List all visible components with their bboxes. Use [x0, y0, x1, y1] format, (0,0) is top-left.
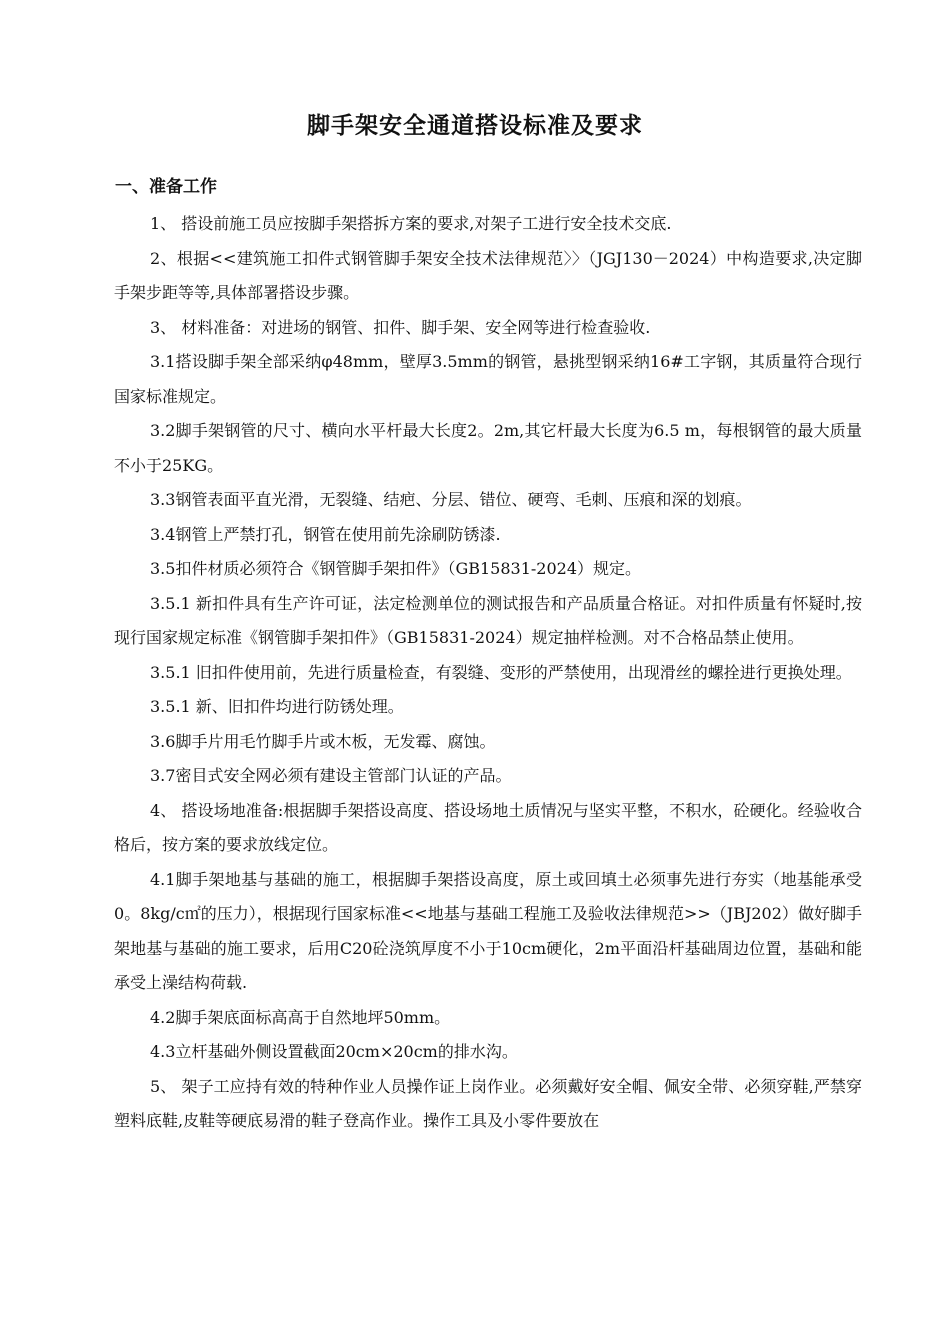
paragraph: 3、 材料准备：对进场的钢管、扣件、脚手架、安全网等进行检查验收.: [150, 317, 651, 337]
paragraph: 1、 搭设前施工员应按脚手架搭拆方案的要求,对架子工进行安全技术交底.: [150, 214, 672, 233]
paragraph: 3.6脚手片用毛竹脚手片或木板，无发霉、腐蚀。: [150, 731, 496, 751]
paragraph: 3.4钢管上严禁打孔，钢管在使用前先涂刷防锈漆.: [150, 524, 501, 544]
paragraph: 4.2脚手架底面标高高于自然地坪50mm。: [150, 1007, 451, 1027]
paragraph: 4.3立杆基础外侧设置截面20cm×20cm的排水沟。: [150, 1042, 518, 1061]
paragraph: 3.5.1 旧扣件使用前，先进行质量检查，有裂缝、变形的严禁使用，出现滑丝的螺拴进行更换处理。: [150, 662, 852, 682]
paragraph: 3.1搭设脚手架全部采纳φ48mm，壁厚3.5mm的钢管，悬挑型钢采纳16#工字钢，其质量符合现行国家标准规定。: [114, 352, 862, 406]
paragraph: 3.7密目式安全网必须有建设主管部门认证的产品。: [150, 766, 512, 785]
paragraph: 3.5.1 新、旧扣件均进行防锈处理。: [150, 697, 404, 716]
document-body: [114, 207, 862, 1139]
paragraph: 3.5.1 新扣件具有生产许可证，法定检测单位的测试报告和产品质量合格证。对扣件质量有怀疑时,按现行国家规定标准《钢管脚手架扣件》（GB15831-2024）规定抽样检测。对不合格品禁止使用。: [114, 593, 862, 647]
paragraph: 4.1脚手架地基与基础的施工，根据脚手架搭设高度，原土或回填土必须事先进行夯实（地基能承受0。8kg/c㎡的压力），根据现行国家标准<<地基与基础工程施工及验收法律规范>>（JBJ202）做好脚手架地基与基础的施工要求，后用C20砼浇筑厚度不小于10cm硬化，2m平面沿杆基础周边位置，基础和能承受上澡结构荷载.: [114, 869, 862, 992]
paragraph: 3.5扣件材质必须符合《钢管脚手架扣件》（GB15831-2024）规定。: [150, 559, 642, 578]
paragraph: 5、 架子工应持有效的特种作业人员操作证上岗作业。必须戴好安全帽、佩安全带、必须穿鞋,严禁穿塑料底鞋,皮鞋等硬底易滑的鞋子登高作业。操作工具及小零件要放在: [114, 1076, 862, 1130]
paragraph: 3.2脚手架钢管的尺寸、横向水平杆最大长度2。2m,其它杆最大长度为6.5 m，每根钢管的最大质量不小于25KG。: [114, 421, 862, 475]
section-heading: 一、准备工作: [115, 177, 217, 197]
paragraph: 3.3钢管表面平直光滑，无裂缝、结疤、分层、错位、硬弯、毛刺、压痕和深的划痕。: [150, 490, 752, 509]
paragraph: 2、根据<<建筑施工扣件式钢管脚手架安全技术法律规范〉〉（JGJ130－2024）中构造要求,决定脚手架步距等等,具体部署搭设步骤。: [114, 248, 862, 302]
paragraph: 4、 搭设场地准备:根据脚手架搭设高度、搭设场地土质情况与坚实平整，不积水，砼硬化。经验收合格后，按方案的要求放线定位。: [114, 800, 862, 854]
document-title: 脚手架安全通道搭设标准及要求: [307, 113, 643, 139]
